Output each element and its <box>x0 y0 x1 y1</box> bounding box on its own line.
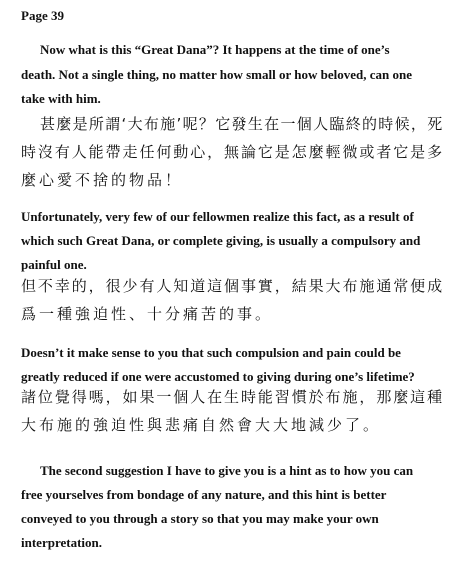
paragraph-4-english-line-2: free yourselves from bondage of any nature, and this hint is better <box>21 487 387 502</box>
paragraph-1-chinese-line-1: 甚麼是所謂‘大布施’呢？它發生在一個人臨終的時候，死 <box>40 115 444 133</box>
paragraph-1-chinese-line-2: 時沒有人能帶走任何動心，無論它是怎麼輕微或者它是多 <box>21 143 445 161</box>
paragraph-2-english-line-1: Unfortunately, very few of our fellowmen realize this fact, as a result of <box>21 209 414 224</box>
paragraph-2-english-line-2: which such Great Dana, or complete giving, is usually a compulsory and <box>21 233 421 248</box>
paragraph-3-chinese-line-1: 諸位覺得嗎，如果一個人在生時能習慣於布施，那麼這種 <box>21 388 445 406</box>
paragraph-1-english-line-1: Now what is this “Great Dana”? It happens at the time of one’s <box>40 42 390 57</box>
paragraph-3-english-line-1: Doesn’t it make sense to you that such compulsion and pain could be <box>21 345 401 360</box>
paragraph-1-english-line-3: take with him. <box>21 91 101 106</box>
paragraph-4-english-line-3: conveyed to you through a story so that you may make your own <box>21 511 379 526</box>
paragraph-3-chinese-line-2: 大布施的強迫性與悲痛自然會大大地減少了。 <box>21 416 382 434</box>
paragraph-2-chinese-line-2: 爲一種強迫性、十分痛苦的事。 <box>21 305 274 323</box>
paragraph-1-chinese-line-3: 麼心愛不捨的物品！ <box>21 171 184 189</box>
paragraph-1-english-line-2: death. Not a single thing, no matter how small or how beloved, can one <box>21 67 412 82</box>
page-header: Page 39 <box>21 8 64 23</box>
paragraph-2-chinese-line-1: 但不幸的，很少有人知道這個事實，結果大布施通常便成 <box>21 277 445 295</box>
paragraph-3-english-line-2: greatly reduced if one were accustomed to giving during one’s lifetime? <box>21 369 415 384</box>
paragraph-4-english-line-1: The second suggestion I have to give you is a hint as to how you can <box>40 463 414 478</box>
paragraph-2-english-line-3: painful one. <box>21 257 87 272</box>
paragraph-4-english-line-4: interpretation. <box>21 535 102 550</box>
